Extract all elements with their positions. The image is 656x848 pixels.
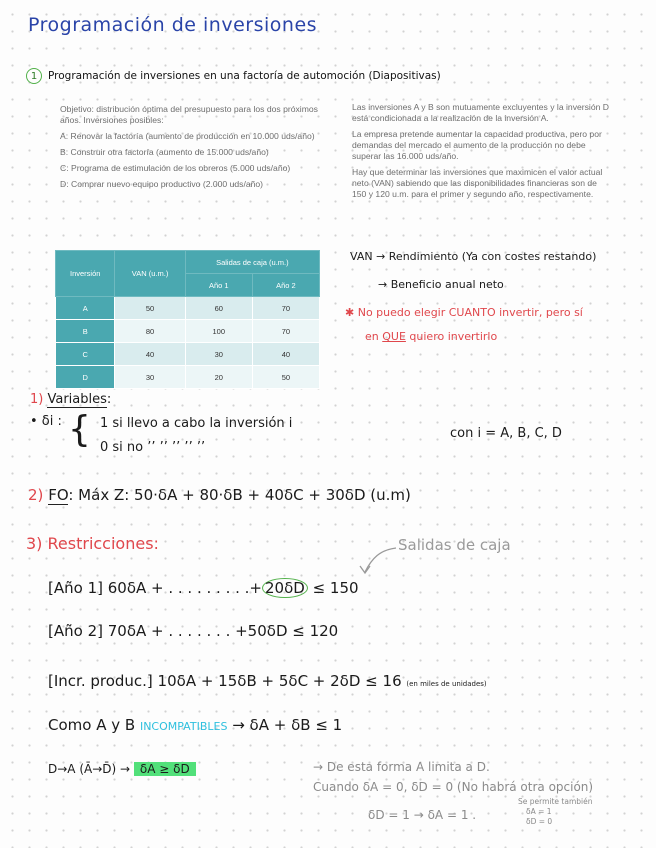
table-cell: 60 bbox=[185, 297, 252, 320]
d-a-text: D→A (Ā→D̄) → bbox=[48, 762, 131, 776]
salidas-annotation: Salidas de caja bbox=[398, 536, 511, 554]
constraint-year-2: [Año 2] 70δA + . . . . . . . +50δD ≤ 120 bbox=[48, 622, 339, 640]
header-van: VAN (u.m.) bbox=[115, 251, 185, 297]
van-note-2: → Beneficio anual neto bbox=[378, 278, 504, 291]
table-row bbox=[56, 297, 320, 320]
capacity-text: La empresa pretende aumentar la capacidad productiva, pero por demandas del mercado el aumento de la producción no debe superar las 16.000 uds/año. bbox=[352, 129, 602, 161]
header-inversion: Inversión bbox=[56, 251, 115, 297]
option-b-text: B: Construir otra factoría (aumento de 15.000 uds/año) bbox=[60, 147, 269, 157]
problem-left-column bbox=[60, 104, 322, 195]
index-set: con i = A, B, C, D bbox=[450, 426, 562, 441]
variables-number: 1) bbox=[30, 392, 44, 407]
table-cell: 20 bbox=[185, 366, 252, 389]
problem-right-column bbox=[352, 102, 610, 205]
van-note: VAN → Rendimiento (Ya con costes restando) bbox=[350, 250, 597, 263]
constraint-incompatible bbox=[48, 716, 342, 734]
header-ano2: Año 2 bbox=[252, 274, 319, 297]
header-ano1: Año 1 bbox=[185, 274, 252, 297]
como-b: → δA + δB ≤ 1 bbox=[227, 716, 343, 734]
table-cell: 30 bbox=[115, 366, 185, 389]
delta-def-1: 1 si llevo a cabo la inversión i bbox=[100, 416, 293, 431]
page-title: Programación de inversiones bbox=[28, 14, 318, 36]
table-cell: 40 bbox=[115, 343, 185, 366]
variables-heading bbox=[30, 392, 111, 407]
eq3-units-note: (en miles de unidades) bbox=[406, 680, 487, 688]
tiny-note bbox=[518, 797, 592, 827]
table-cell: A bbox=[56, 297, 115, 320]
red-note-2-a: en bbox=[365, 330, 383, 343]
table-row bbox=[56, 343, 320, 366]
d-a-highlight: δA ≥ δD bbox=[134, 762, 196, 776]
red-note-2-b: quiero invertirlo bbox=[405, 330, 498, 343]
table-cell: 40 bbox=[252, 343, 319, 366]
red-note-1: ✱ No puedo elegir CUANTO invertir, pero sí bbox=[345, 306, 583, 319]
variables-title: Variables bbox=[47, 392, 107, 407]
constraint-year-1 bbox=[48, 578, 359, 598]
objective-text: Objetivo: distribución óptima del presupuesto para los dos próximos años. Inversiones posibles: bbox=[60, 104, 318, 125]
restrictions-heading: 3) Restricciones: bbox=[26, 534, 159, 553]
como-a: Como A y B bbox=[48, 716, 140, 734]
table-cell: 80 bbox=[115, 320, 185, 343]
variables-colon: : bbox=[106, 392, 112, 407]
gray-note-3: δD = 1 → δA = 1 . bbox=[368, 808, 477, 822]
table-cell: C bbox=[56, 343, 115, 366]
delta-symbol: • δi : bbox=[30, 414, 62, 429]
investment-table bbox=[55, 250, 320, 389]
eq3-expression: [Incr. produc.] 10δA + 15δB + 5δC + 2δD ≤ 16 bbox=[48, 672, 402, 690]
eq1-right: ≤ 150 bbox=[307, 579, 359, 597]
table-row bbox=[56, 366, 320, 389]
incompatibles-label: INCOMPATIBLES bbox=[139, 720, 228, 733]
table-cell: 70 bbox=[252, 320, 319, 343]
table-cell: D bbox=[56, 366, 115, 389]
constraint-production bbox=[48, 672, 487, 690]
eq1-circled-term: 20δD bbox=[262, 578, 308, 598]
table-row bbox=[56, 320, 320, 343]
gray-note-1: → De esta forma A limita a D. bbox=[313, 760, 490, 774]
objective-function bbox=[28, 486, 411, 504]
table-cell: 70 bbox=[252, 297, 319, 320]
section-1-title: Programación de inversiones en una factoría de automoción (Diapositivas) bbox=[48, 70, 441, 82]
red-note-2 bbox=[365, 330, 497, 343]
tiny-note-2: δA = 1 bbox=[526, 807, 552, 816]
goal-text: Hay que determinar las inversiones que maximicen el valor actual neto (VAN) sabiendo que las disponibilidades financieras son de 150 y 120 u.m. para el primer y segundo año, respectivamente. bbox=[352, 167, 603, 199]
fo-number: 2) bbox=[28, 486, 44, 504]
tiny-note-1: Se permite también bbox=[518, 797, 593, 806]
option-a-text: A: Renovar la factoría (aumento de producción en 10.000 uds/año) bbox=[60, 131, 315, 141]
table-cell: B bbox=[56, 320, 115, 343]
eq1-left: [Año 1] 60δA + . . . . . . . . .+ bbox=[48, 579, 262, 597]
section-number-circle: 1 bbox=[26, 68, 42, 84]
option-c-text: C: Programa de estimulación de los obreros (5.000 uds/año) bbox=[60, 163, 291, 173]
brace-icon: { bbox=[68, 409, 91, 450]
option-d-text: D: Comprar nuevo equipo productivo (2.000 uds/año) bbox=[60, 179, 264, 189]
header-salidas: Salidas de caja (u.m.) bbox=[185, 251, 319, 274]
tiny-note-3: δD = 0 bbox=[526, 817, 553, 826]
section-1-heading bbox=[26, 68, 441, 84]
red-note-2-que: QUE bbox=[382, 330, 406, 343]
fo-expression: : Máx Z: 50·δA + 80·δB + 40δC + 30δD (u.m) bbox=[68, 486, 411, 504]
fo-label: FO bbox=[48, 486, 69, 504]
delta-def-0: 0 si no ’’ ’’ ’’ ’’ ’’ bbox=[100, 440, 206, 455]
table-cell: 50 bbox=[115, 297, 185, 320]
gray-note-2: Cuando δA = 0, δD = 0 (No habrá otra opción) bbox=[313, 780, 594, 794]
exclusion-text: Las inversiones A y B son mutuamente excluyentes y la inversión D está condicionada a la realización de la inversión A. bbox=[352, 102, 609, 123]
constraint-d-implies-a bbox=[48, 762, 196, 776]
table-cell: 50 bbox=[252, 366, 319, 389]
table-cell: 100 bbox=[185, 320, 252, 343]
table-cell: 30 bbox=[185, 343, 252, 366]
